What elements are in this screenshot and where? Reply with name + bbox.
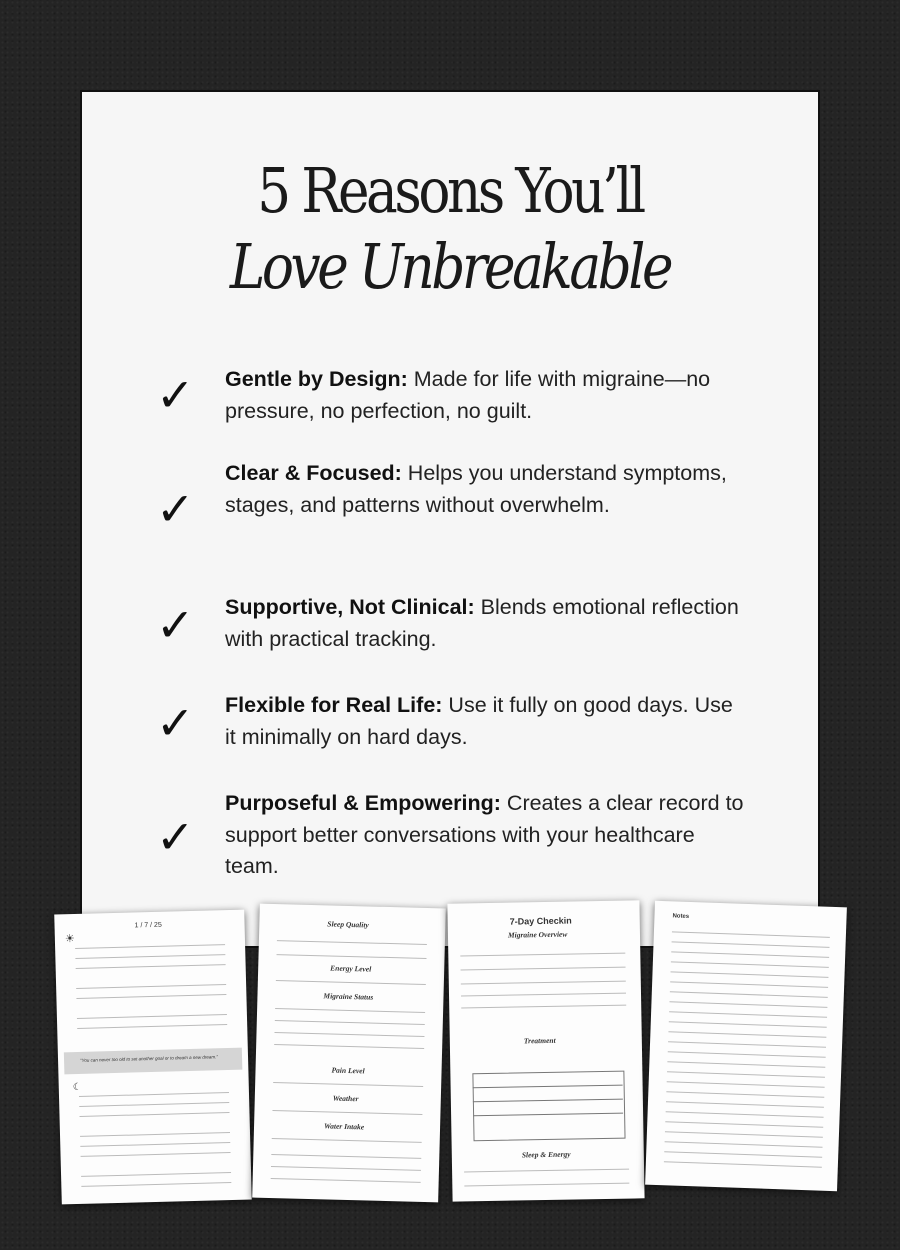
sheet-heading: Pain Level [331,1065,365,1076]
feature-card [80,90,820,948]
reason-heading: Purposeful & Empowering: [225,791,501,815]
checkmark-icon: ✓ [156,368,195,422]
reason-heading: Supportive, Not Clinical: [225,595,475,619]
checkmark-icon: ✓ [156,598,195,652]
reason-heading: Gentle by Design: [225,367,408,391]
checkin-preview [447,900,644,1201]
journal-date: 1 / 7 / 25 [134,921,162,930]
moon-icon: ☾ [72,1081,82,1094]
sheet-heading: Weather [332,1093,359,1104]
reason-item [82,788,822,888]
treatment-table [472,1071,625,1142]
checkmark-icon: ✓ [156,810,195,864]
reason-item [82,690,822,790]
sheet-heading: Water Intake [323,1121,365,1132]
sheet-heading: Sleep & Energy [521,1149,571,1160]
reason-item [82,360,822,460]
reason-heading: Flexible for Real Life: [225,693,443,717]
sun-icon: ☀ [64,933,75,946]
checkmark-icon: ✓ [156,482,195,536]
sheet-heading: Treatment [523,1035,556,1046]
reason-body: Made for life with migraine—no pressure, no perfection, no guilt. [225,367,711,423]
daily-journal-preview [54,910,252,1205]
sheet-heading: Migraine Overview [507,929,568,940]
title-line-1: 5 Reasons You’ll [257,154,643,227]
sheet-heading: 7-Day Checkin [509,915,572,927]
title-line-2: Love Unbreakable [229,230,671,303]
journal-quote: “You can never too old to set another goal or to dream a new dream.” [79,1054,218,1063]
sheet-heading: Migraine Status [323,991,374,1002]
reason-heading: Clear & Focused: [225,461,402,485]
reason-item [82,458,822,558]
reason-body: Helps you understand symptoms, stages, and patterns without overwhelm. [225,461,727,517]
reason-item [82,592,822,692]
reason-body: Use it fully on good days. Use it minimally on hard days. [225,693,733,749]
reason-body: Creates a clear record to support better conversations with your healthcare team. [225,791,744,878]
checkmark-icon: ✓ [156,696,195,750]
sheet-heading: Notes [672,913,690,920]
sheet-heading: Sleep Quality [327,919,369,930]
sheet-heading: Energy Level [330,963,372,974]
notes-preview [645,901,847,1192]
sleep-quality-preview [252,904,446,1203]
reason-body: Blends emotional reflection with practical tracking. [225,595,739,651]
